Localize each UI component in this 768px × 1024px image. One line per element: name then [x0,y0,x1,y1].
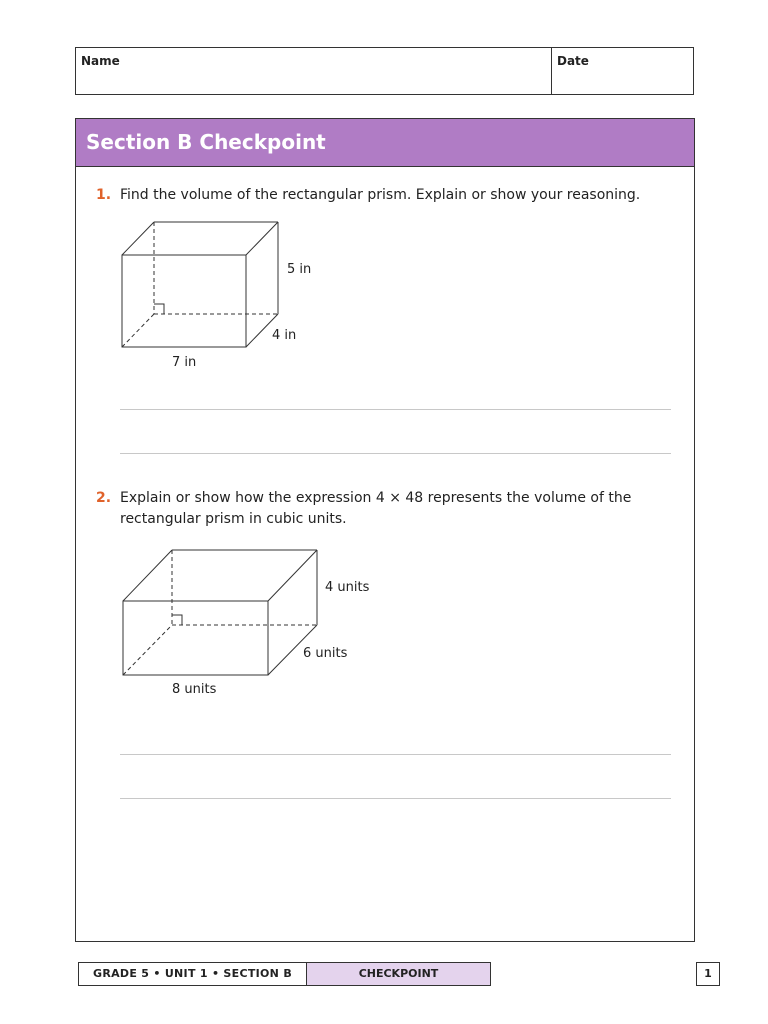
prism-figure-1 [76,119,376,389]
prism-2-width-label: 8 units [172,682,217,697]
question-1-number: 1. [96,187,112,203]
name-field[interactable] [76,48,552,94]
question-1-text: Find the volume of the rectangular prism. Explain or show your reasoning. [120,187,641,203]
answer-line[interactable] [120,409,671,410]
checkpoint-panel [75,118,695,942]
prism-1-height-label: 5 in [287,262,312,277]
page-number: 1 [696,962,720,986]
prism-1-front-face [122,255,246,347]
right-angle-marker-2 [172,615,182,625]
date-label: Date [557,54,589,68]
date-field[interactable] [552,48,693,94]
answer-line[interactable] [120,453,671,454]
answer-line[interactable] [120,754,671,755]
question-2-text: Explain or show how the expression 4 × 48 represents the volume of the rectangular prism in cubic units. [120,490,632,527]
footer-checkpoint-tag: CHECKPOINT [307,962,491,986]
prism-figure-2 [76,539,396,709]
question-2 [96,488,670,530]
answer-line[interactable] [120,798,671,799]
prism-1-width-label: 7 in [172,355,197,370]
name-label: Name [81,54,120,68]
prism-2-depth-label: 6 units [303,646,348,661]
right-angle-marker-1 [154,304,164,314]
name-date-header [75,47,694,95]
section-title: Section B Checkpoint [76,119,694,167]
prism-1-depth-label: 4 in [272,328,297,343]
question-2-number: 2. [96,490,112,506]
prism-2-height-label: 4 units [325,580,370,595]
footer-grade-unit: GRADE 5 • UNIT 1 • SECTION B [78,962,307,986]
prism-2-front-face [123,601,268,675]
